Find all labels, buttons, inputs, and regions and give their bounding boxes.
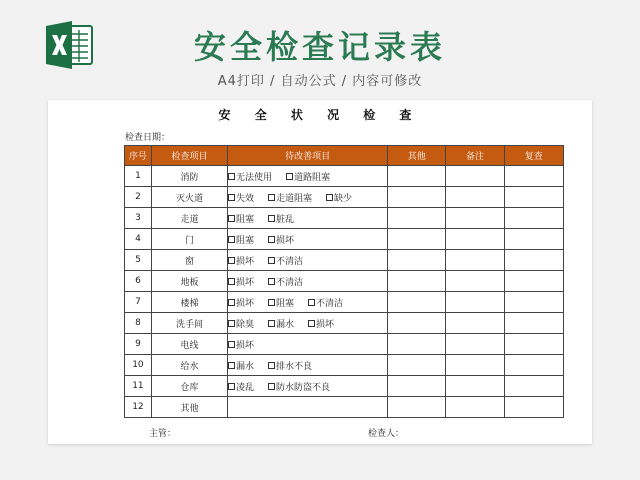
remark-cell <box>446 166 504 187</box>
recheck-cell <box>504 376 563 397</box>
checkbox-option[interactable] <box>268 212 294 225</box>
checkbox-option[interactable] <box>228 170 272 183</box>
checkbox-label: 漏水 <box>236 361 255 372</box>
checkbox-icon[interactable] <box>228 362 235 369</box>
remark-cell <box>446 187 504 208</box>
checkbox-option[interactable] <box>228 254 254 267</box>
checkbox-icon[interactable] <box>268 278 275 285</box>
inspection-item-cell: 消防 <box>151 166 227 187</box>
inspection-item-cell: 电线 <box>151 334 227 355</box>
checkbox-icon[interactable] <box>228 383 235 390</box>
checkbox-icon[interactable] <box>326 194 333 201</box>
checkbox-icon[interactable] <box>308 299 315 306</box>
recheck-cell <box>504 355 563 376</box>
inspection-item-cell: 走道 <box>151 208 227 229</box>
remark-cell <box>446 229 504 250</box>
recheck-cell <box>504 334 563 355</box>
checkbox-option[interactable] <box>286 170 330 183</box>
table-row <box>125 355 564 376</box>
row-number-cell: 4 <box>125 229 152 250</box>
improvement-items-cell <box>228 292 388 313</box>
header-cell: 待改善项目 <box>228 146 388 166</box>
remark-cell <box>446 397 504 418</box>
checkbox-label: 阻塞 <box>276 298 295 309</box>
other-cell <box>388 292 446 313</box>
checkbox-label: 凌乱 <box>236 382 255 393</box>
checkbox-icon[interactable] <box>268 299 275 306</box>
row-number-cell: 7 <box>125 292 152 313</box>
checkbox-label: 不清洁 <box>276 256 304 267</box>
header-cell: 备注 <box>446 146 504 166</box>
checkbox-icon[interactable] <box>228 173 235 180</box>
checkbox-icon[interactable] <box>228 278 235 285</box>
row-number-cell: 2 <box>125 187 152 208</box>
checkbox-label: 损坏 <box>276 235 295 246</box>
banner-subtitle: A4打印 / 自动公式 / 内容可修改 <box>217 74 423 89</box>
table-row <box>125 313 564 334</box>
remark-cell <box>446 355 504 376</box>
improvement-items-cell <box>228 166 388 187</box>
checkbox-option[interactable] <box>268 359 312 372</box>
inspection-item-cell: 灭火道 <box>151 187 227 208</box>
row-number-cell: 5 <box>125 250 152 271</box>
checkbox-icon[interactable] <box>228 320 235 327</box>
other-cell <box>388 334 446 355</box>
table-header-row <box>125 146 564 166</box>
header-cell: 其他 <box>388 146 446 166</box>
table-row <box>125 271 564 292</box>
checkbox-label: 失效 <box>236 193 255 204</box>
checkbox-option[interactable] <box>268 254 303 267</box>
remark-cell <box>446 250 504 271</box>
checkbox-option[interactable] <box>228 275 254 288</box>
checkbox-option[interactable] <box>268 191 312 204</box>
row-number-cell: 8 <box>125 313 152 334</box>
recheck-cell <box>504 208 563 229</box>
improvement-items-cell <box>228 313 388 334</box>
other-cell <box>388 397 446 418</box>
checkbox-option[interactable] <box>228 191 254 204</box>
checkbox-option[interactable] <box>268 233 294 246</box>
checkbox-label: 损坏 <box>236 277 255 288</box>
checkbox-option[interactable] <box>268 317 294 330</box>
checkbox-option[interactable] <box>228 380 254 393</box>
checkbox-label: 除臭 <box>236 319 255 330</box>
header-cell: 复查 <box>504 146 563 166</box>
recheck-cell <box>504 187 563 208</box>
checkbox-option[interactable] <box>268 296 294 309</box>
inspection-item-cell: 门 <box>151 229 227 250</box>
checkbox-option[interactable] <box>228 338 254 351</box>
checkbox-label: 漏水 <box>276 319 295 330</box>
checkbox-icon[interactable] <box>268 194 275 201</box>
checkbox-label: 排水不良 <box>276 361 313 372</box>
inspection-item-cell: 给水 <box>151 355 227 376</box>
supervisor-label: 主管： <box>149 429 177 439</box>
other-cell <box>388 271 446 292</box>
checkbox-label: 道路阻塞 <box>294 172 331 183</box>
improvement-items-cell <box>228 355 388 376</box>
table-row <box>125 166 564 187</box>
recheck-cell <box>504 292 563 313</box>
row-number-cell: 1 <box>125 166 152 187</box>
excel-icon <box>42 18 96 72</box>
checkbox-icon[interactable] <box>268 362 275 369</box>
remark-cell <box>446 313 504 334</box>
inspection-item-cell: 楼梯 <box>151 292 227 313</box>
recheck-cell <box>504 397 563 418</box>
checkbox-option[interactable] <box>228 317 254 330</box>
checkbox-option[interactable] <box>268 380 330 393</box>
checkbox-icon[interactable] <box>268 320 275 327</box>
header-cell: 检查项目 <box>151 146 227 166</box>
checkbox-icon[interactable] <box>228 299 235 306</box>
banner-title: 安全检查记录表 <box>193 28 446 66</box>
checkbox-option[interactable] <box>228 359 254 372</box>
table-row <box>125 376 564 397</box>
checkbox-label: 阻塞 <box>236 214 255 225</box>
checkbox-icon[interactable] <box>228 215 235 222</box>
other-cell <box>388 187 446 208</box>
improvement-items-cell <box>228 271 388 292</box>
remark-cell <box>446 271 504 292</box>
row-number-cell: 6 <box>125 271 152 292</box>
inspection-table <box>124 145 564 418</box>
table-row <box>125 397 564 418</box>
other-cell <box>388 250 446 271</box>
checkbox-label: 不清洁 <box>276 277 304 288</box>
inspection-item-cell: 地板 <box>151 271 227 292</box>
improvement-items-cell <box>228 208 388 229</box>
other-cell <box>388 166 446 187</box>
checkbox-option[interactable] <box>228 233 254 246</box>
checkbox-label: 损坏 <box>236 298 255 309</box>
row-number-cell: 10 <box>125 355 152 376</box>
checkbox-option[interactable] <box>308 317 334 330</box>
checkbox-label: 阻塞 <box>236 235 255 246</box>
inspection-date-label: 检查日期： <box>125 133 171 143</box>
recheck-cell <box>504 166 563 187</box>
other-cell <box>388 355 446 376</box>
improvement-items-cell <box>228 250 388 271</box>
recheck-cell <box>504 313 563 334</box>
table-row <box>125 250 564 271</box>
table-row <box>125 208 564 229</box>
other-cell <box>388 376 446 397</box>
improvement-items-cell <box>228 334 388 355</box>
checkbox-icon[interactable] <box>268 236 275 243</box>
checkbox-icon[interactable] <box>228 341 235 348</box>
table-row <box>125 187 564 208</box>
table-row <box>125 229 564 250</box>
improvement-items-cell <box>228 229 388 250</box>
sheet-title: 安 全 状 况 检 查 <box>218 108 422 122</box>
spreadsheet-preview <box>48 100 592 444</box>
remark-cell <box>446 208 504 229</box>
checkbox-icon[interactable] <box>228 236 235 243</box>
remark-cell <box>446 292 504 313</box>
checkbox-icon[interactable] <box>228 257 235 264</box>
inspection-item-cell: 洗手间 <box>151 313 227 334</box>
checkbox-label: 无法使用 <box>236 172 273 183</box>
checkbox-icon[interactable] <box>268 215 275 222</box>
checkbox-label: 损坏 <box>236 256 255 267</box>
checkbox-option[interactable] <box>326 191 352 204</box>
remark-cell <box>446 334 504 355</box>
inspection-item-cell: 其他 <box>151 397 227 418</box>
checkbox-option[interactable] <box>228 296 254 309</box>
inspection-item-cell: 仓库 <box>151 376 227 397</box>
checkbox-label: 不清洁 <box>316 298 344 309</box>
checkbox-icon[interactable] <box>268 257 275 264</box>
header-cell: 序号 <box>125 146 152 166</box>
row-number-cell: 11 <box>125 376 152 397</box>
improvement-items-cell <box>228 397 388 418</box>
row-number-cell: 9 <box>125 334 152 355</box>
other-cell <box>388 229 446 250</box>
checkbox-label: 脏乱 <box>276 214 295 225</box>
recheck-cell <box>504 271 563 292</box>
recheck-cell <box>504 250 563 271</box>
checkbox-label: 走道阻塞 <box>276 193 313 204</box>
improvement-items-cell <box>228 376 388 397</box>
checkbox-icon[interactable] <box>228 194 235 201</box>
row-number-cell: 12 <box>125 397 152 418</box>
checkbox-label: 损坏 <box>316 319 335 330</box>
inspector-label: 检查人： <box>368 429 405 439</box>
checkbox-icon[interactable] <box>308 320 315 327</box>
checkbox-label: 损坏 <box>236 340 255 351</box>
table-row <box>125 292 564 313</box>
row-number-cell: 3 <box>125 208 152 229</box>
checkbox-label: 防水防盗不良 <box>276 382 331 393</box>
other-cell <box>388 208 446 229</box>
other-cell <box>388 313 446 334</box>
table-row <box>125 334 564 355</box>
remark-cell <box>446 376 504 397</box>
checkbox-option[interactable] <box>308 296 343 309</box>
checkbox-label: 缺少 <box>334 193 353 204</box>
checkbox-icon[interactable] <box>286 173 293 180</box>
checkbox-option[interactable] <box>268 275 303 288</box>
inspection-item-cell: 窗 <box>151 250 227 271</box>
improvement-items-cell <box>228 187 388 208</box>
checkbox-option[interactable] <box>228 212 254 225</box>
recheck-cell <box>504 229 563 250</box>
checkbox-icon[interactable] <box>268 383 275 390</box>
